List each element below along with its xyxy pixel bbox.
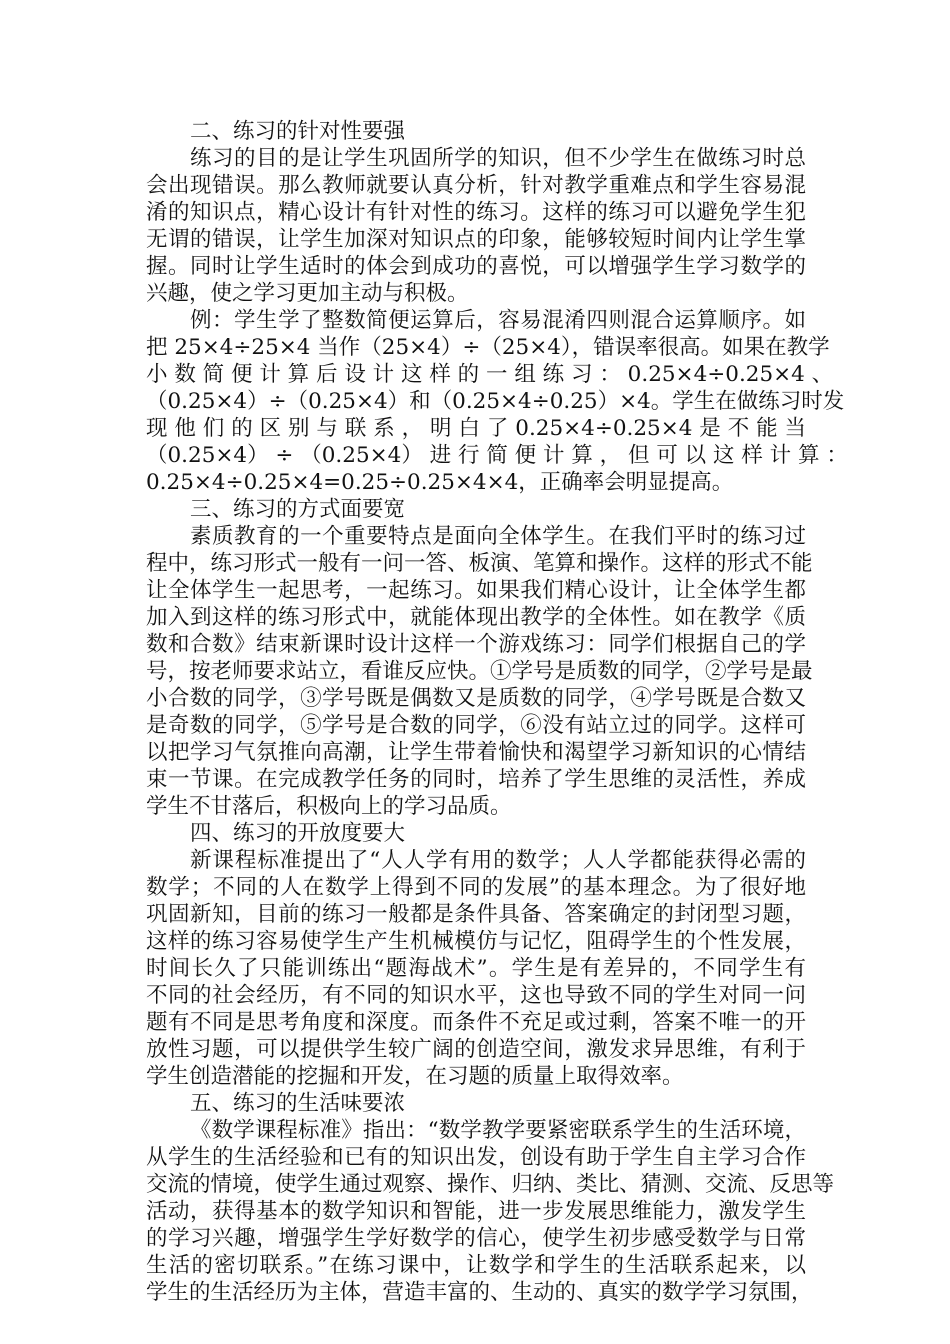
paragraph-line: 号，按老师要求站立，看谁反应快。①学号是质数的同学，②学号是最 <box>146 659 813 684</box>
paragraph-line: （0.25×4） ÷ （0.25×4） 进 行 简 便 计 算 ， 但 可 以 这 样 计 算 ： <box>146 443 848 468</box>
paragraph-line: 是奇数的同学，⑤学号是合数的同学，⑥没有站立过的同学。这样可 <box>146 713 806 738</box>
paragraph-line: 0.25×4÷0.25×4=0.25÷0.25×4×4，正确率会明显提高。 <box>146 470 734 495</box>
paragraph-line: 小 数 简 便 计 算 后 设 计 这 样 的 一 组 练 习 ： 0.25×4÷0.25×4 、 <box>146 362 834 387</box>
paragraph-line: 素质教育的一个重要特点是面向全体学生。在我们平时的练习过 <box>190 524 806 549</box>
paragraph-line: 不同的社会经历，有不同的知识水平，这也导致不同的学生对同一问 <box>146 983 806 1008</box>
paragraph-line: 《数学课程标准》指出：“数学教学要紧密联系学生的生活环境， <box>190 1118 806 1143</box>
paragraph-line: 学生的生活经历为主体，营造丰富的、生动的、真实的数学学习氛围， <box>146 1280 813 1305</box>
paragraph-line: 数和合数》结束新课时设计这样一个游戏练习：同学们根据自己的学 <box>146 632 806 657</box>
paragraph-line: （0.25×4）÷（0.25×4）和（0.25×4÷0.25）×4。学生在做练习时发 <box>146 389 845 414</box>
paragraph-line: 学生不甘落后，积极向上的学习品质。 <box>146 794 512 819</box>
paragraph-line: 小合数的同学，③学号既是偶数又是质数的同学，④学号既是合数又 <box>146 686 806 711</box>
section-heading: 五、练习的生活味要浓 <box>190 1091 406 1116</box>
paragraph-line: 把 25×4÷25×4 当作（25×4）÷（25×4），错误率很高。如果在教学 <box>146 335 830 360</box>
document-page <box>146 118 848 1306</box>
section-heading: 三、练习的方式面要宽 <box>190 497 406 522</box>
paragraph-line: 以把学习气氛推向高潮，让学生带着愉快和渴望学习新知识的心情结 <box>146 740 806 765</box>
paragraph-line: 练习的目的是让学生巩固所学的知识，但不少学生在做练习时总 <box>190 146 806 171</box>
paragraph-line: 巩固新知，目前的练习一般都是条件具备、答案确定的封闭型习题， <box>146 902 806 927</box>
paragraph-line: 兴趣，使之学习更加主动与积极。 <box>146 281 469 306</box>
paragraph-line: 生活的密切联系。”在练习课中，让数学和学生的生活联系起来，以 <box>146 1253 806 1278</box>
paragraph-line: 交流的情境，使学生通过观察、操作、归纳、类比、猜测、交流、反思等 <box>146 1172 835 1197</box>
paragraph-line: 新课程标准提出了“人人学有用的数学；人人学都能获得必需的 <box>190 848 806 873</box>
paragraph-line: 这样的练习容易使学生产生机械模仿与记忆，阻碍学生的个性发展， <box>146 929 806 954</box>
paragraph-line: 例：学生学了整数简便运算后，容易混淆四则混合运算顺序。如 <box>190 308 806 333</box>
paragraph-line: 从学生的生活经验和已有的知识出发，创设有助于学生自主学习合作 <box>146 1145 806 1170</box>
paragraph-line: 放性习题，可以提供学生较广阔的创造空间，激发求异思维，有利于 <box>146 1037 806 1062</box>
paragraph-line: 时间长久了只能训练出“题海战术”。学生是有差异的，不同学生有 <box>146 956 806 981</box>
section-heading: 四、练习的开放度要大 <box>190 821 406 846</box>
paragraph-line: 握。同时让学生适时的体会到成功的喜悦，可以增强学生学习数学的 <box>146 254 806 279</box>
paragraph-line: 学生创造潜能的挖掘和开发，在习题的质量上取得效率。 <box>146 1064 684 1089</box>
section-heading: 二、练习的针对性要强 <box>190 119 406 144</box>
paragraph-line: 无谓的错误，让学生加深对知识点的印象，能够较短时间内让学生掌 <box>146 227 806 252</box>
paragraph-line: 束一节课。在完成教学任务的同时，培养了学生思维的灵活性，养成 <box>146 767 806 792</box>
paragraph-line: 淆的知识点，精心设计有针对性的练习。这样的练习可以避免学生犯 <box>146 200 806 225</box>
paragraph-line: 数学；不同的人在数学上得到不同的发展”的基本理念。为了很好地 <box>146 875 806 900</box>
paragraph-line: 现 他 们 的 区 别 与 联 系 ， 明 白 了 0.25×4÷0.25×4 是 不 能 当 <box>146 416 806 441</box>
paragraph-line: 会出现错误。那么教师就要认真分析，针对教学重难点和学生容易混 <box>146 173 806 198</box>
paragraph-line: 活动，获得基本的数学知识和智能，进一步发展思维能力，激发学生 <box>146 1199 806 1224</box>
paragraph-line: 的学习兴趣，增强学生学好数学的信心，使学生初步感受数学与日常 <box>146 1226 806 1251</box>
paragraph-line: 让全体学生一起思考，一起练习。如果我们精心设计，让全体学生都 <box>146 578 806 603</box>
paragraph-line: 程中，练习形式一般有一问一答、板演、笔算和操作。这样的形式不能 <box>146 551 813 576</box>
paragraph-line: 题有不同是思考角度和深度。而条件不充足或过剩，答案不唯一的开 <box>146 1010 806 1035</box>
paragraph-line: 加入到这样的练习形式中，就能体现出教学的全体性。如在教学《质 <box>146 605 806 630</box>
